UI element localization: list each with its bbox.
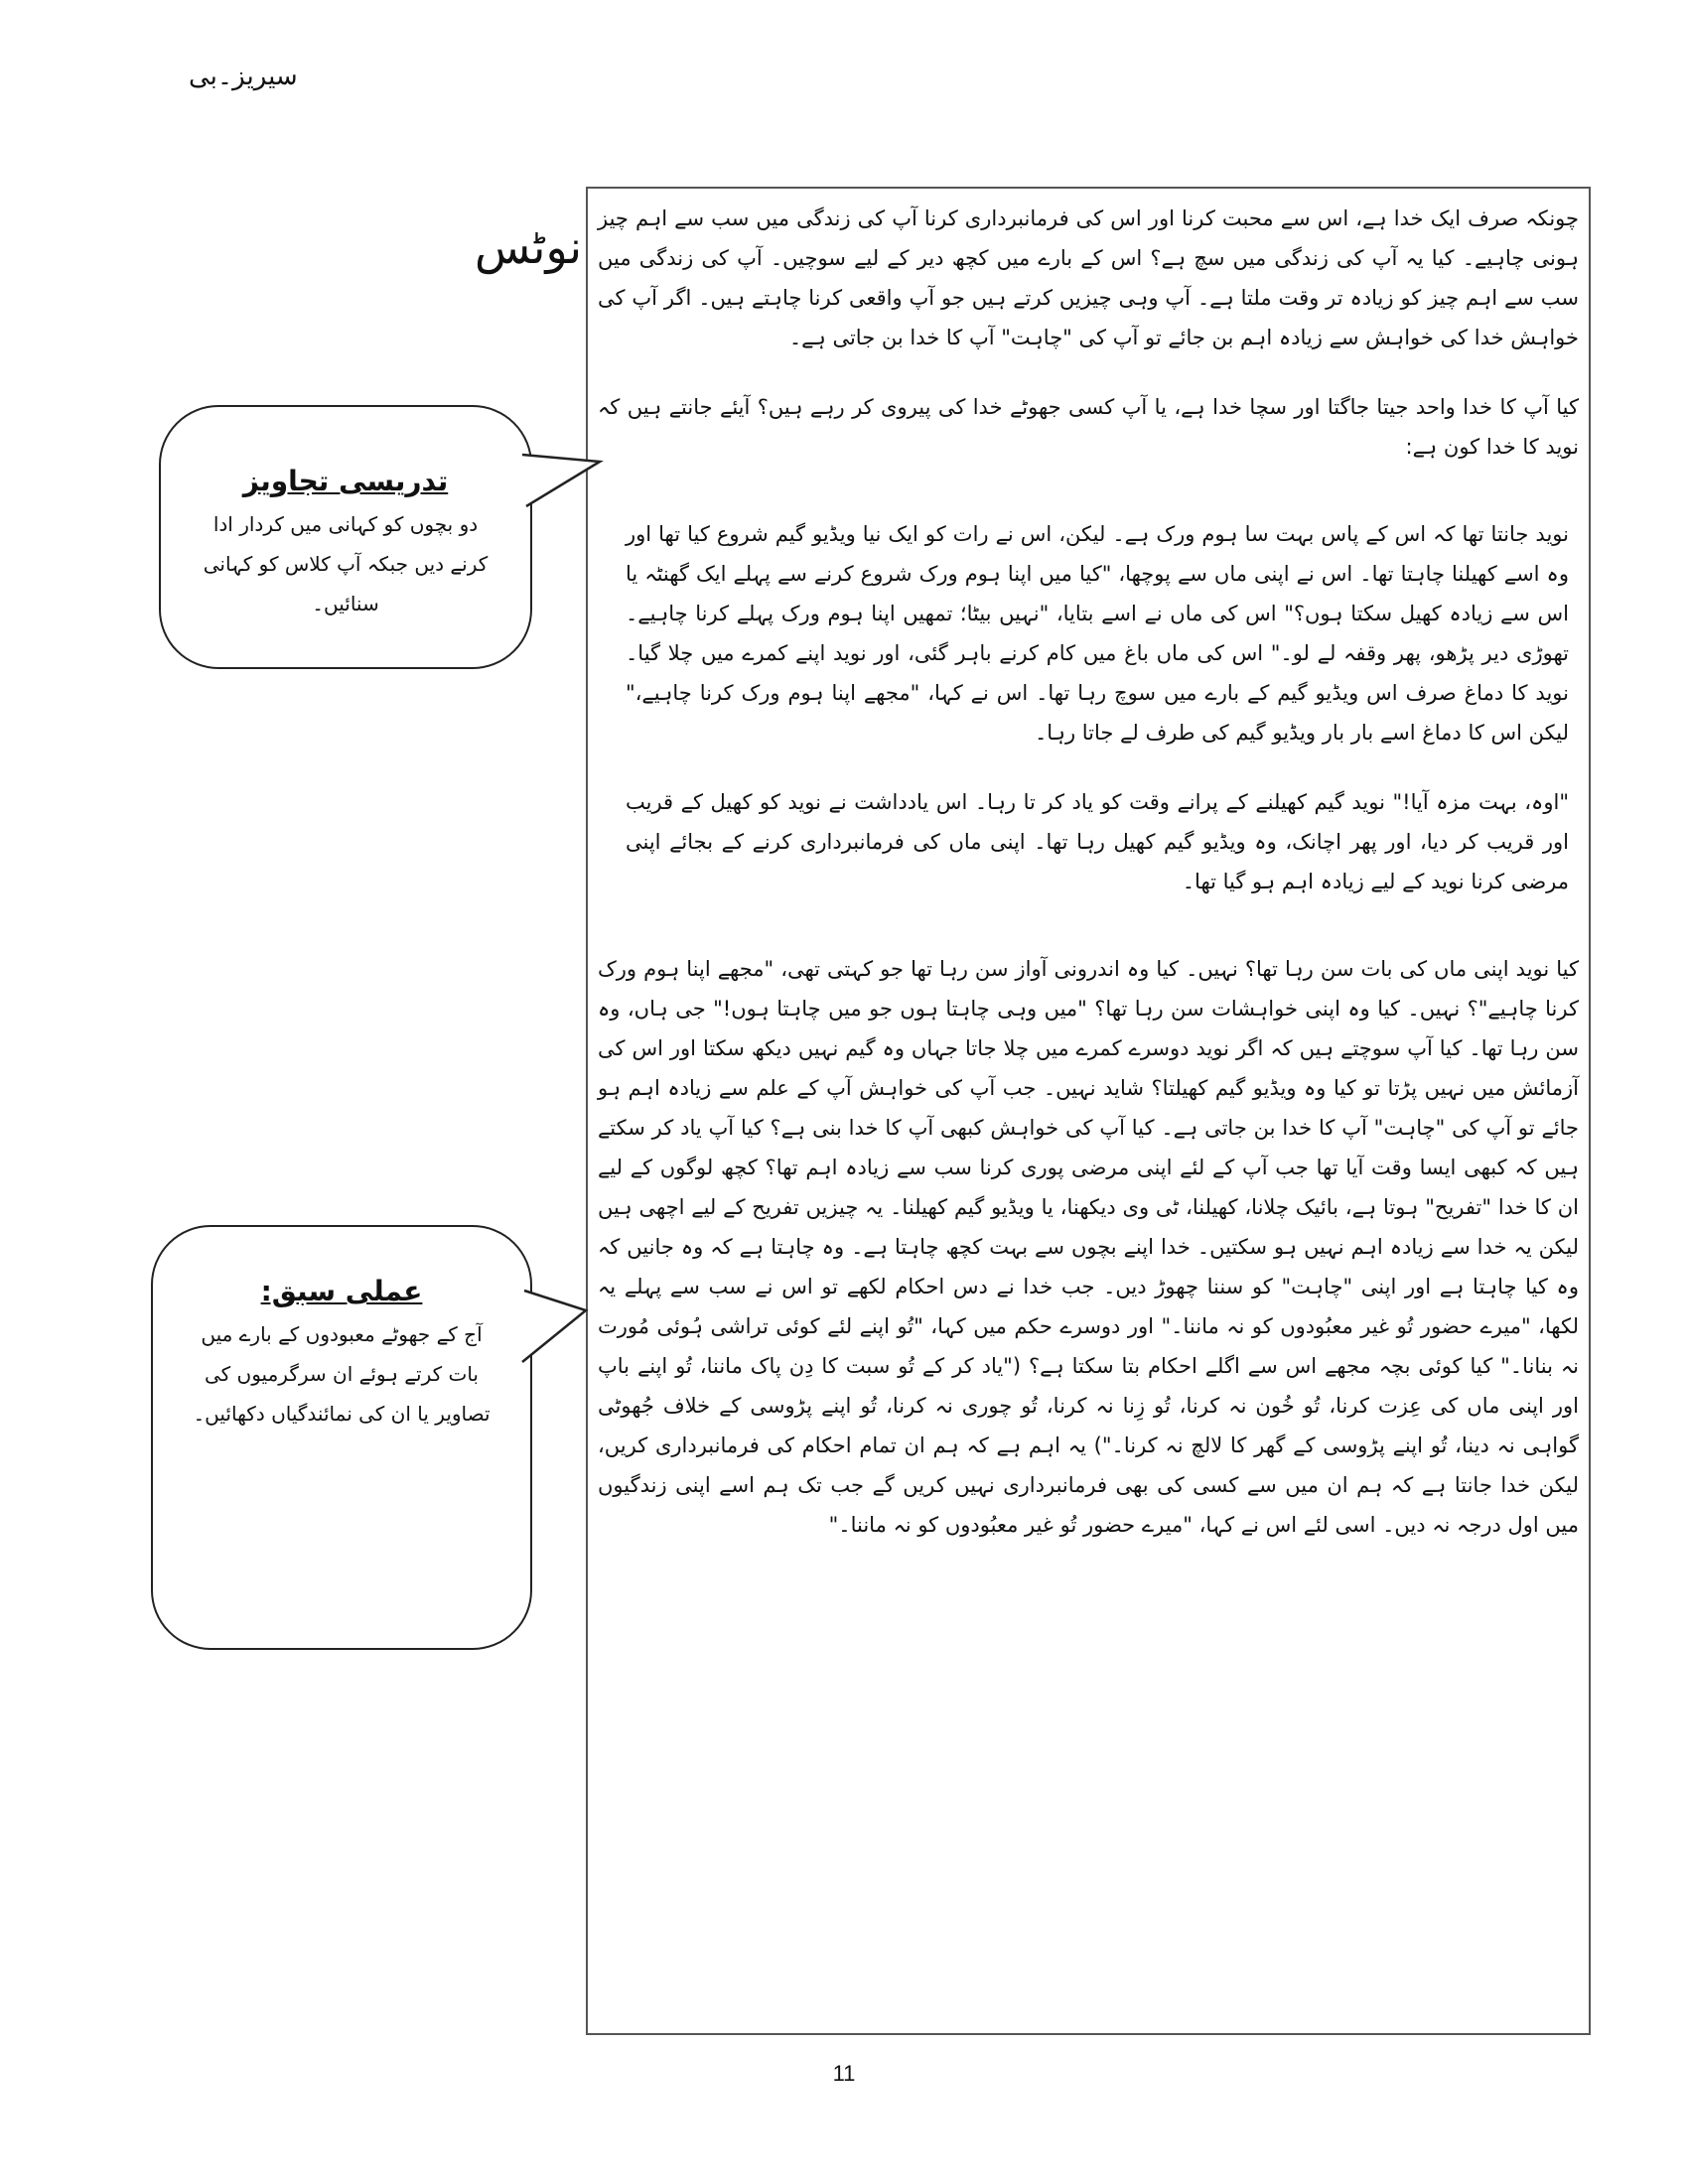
teaching-tip-bubble xyxy=(159,405,532,669)
practical-lesson-bubble xyxy=(151,1225,532,1650)
intro-paragraph: چونکہ صرف ایک خدا ہے، اس سے محبت کرنا اور اس کی فرمانبرداری کرنا آپ کی زندگی میں سب سے اہم چیز ہونی چاہیے۔ کیا یہ آپ کی زندگی میں سچ ہے؟ اس کے بارے میں کچھ دیر کے لیے سوچیں۔ آپ کی زندگی میں سب سے اہم چیز کو زیادہ تر وقت ملتا ہے۔ آپ وہی چیزیں کرتے ہیں جو آپ واقعی کرنا چاہتے ہیں۔ اگر آپ کی خواہش خدا کی خواہش سے زیادہ اہم بن جائے تو آپ کی "چاہت" آپ کا خدا بن جاتی ہے۔ xyxy=(598,206,1579,349)
discussion-paragraph: کیا نوید اپنی ماں کی بات سن رہا تھا؟ نہیں۔ کیا وہ اندرونی آواز سن رہا تھا جو کہتی تھی، "مجھے اپنا ہوم ورک کرنا چاہیے"؟ نہیں۔ کیا وہ اپنی خواہشات سن رہا تھا؟ "میں وہی چاہتا ہوں جو میں چاہتا ہوں!" جی ہاں، وہ سن رہا تھا۔ کیا آپ سوچتے ہیں کہ اگر نوید دوسرے کمرے میں چلا جاتا جہاں وہ گیم نہیں دیکھ سکتا اور اس کی آزمائش میں نہیں پڑتا تو کیا وہ ویڈیو گیم کھیلتا؟ شاید نہیں۔ جب آپ کی خواہش آپ کے علم سے زیادہ اہم ہو جائے تو آپ کی "چاہت" آپ کا خدا بن جاتی ہے۔ کیا آپ کی خواہش کبھی آپ کا خدا بنی ہے؟ کیا آپ یاد کر سکتے ہیں کہ کبھی ایسا وقت آیا تھا جب آپ کے لئے اپنی مرضی پوری کرنا سب سے زیادہ اہم تھا؟ کچھ لوگوں کے لیے ان کا خدا "تفریح" ہوتا ہے، بائیک چلانا، کھیلنا، ٹی وی دیکھنا، یا ویڈیو گیم کھیلنا۔ یہ چیزیں تفریح کے لیے اچھی ہیں لیکن یہ خدا سے زیادہ اہم نہیں ہو سکتیں۔ خدا اپنے بچوں سے بہت کچھ چاہتا ہے۔ وہ چاہتا ہے کہ وہ جانیں کہ وہ کیا چاہتا ہے اور اپنی "چاہت" کو سننا چھوڑ دیں۔ جب خدا نے دس احکام لکھے تو اس نے سب سے پہلے یہ لکھا، "میرے حضور تُو غیر معبُودوں کو نہ ماننا۔" اور دوسرے حکم میں کہا، "تُو اپنے لئے کوئی تراشی ہُوئی مُورت نہ بنانا۔" کیا کوئی بچہ مجھے اس سے اگلے احکام بتا سکتا ہے؟ ("یاد کر کے تُو سبت کا دِن پاک ماننا، تُو اپنے باپ اور اپنی ماں کی عِزت کرنا، تُو خُون نہ کرنا، تُو زِنا نہ کرنا، تُو چوری نہ کرنا، تُو اپنے پڑوسی کے خلاف جُھوٹی گواہی نہ دینا، تُو اپنے پڑوسی کے گھر کا لالچ نہ کرنا۔") یہ اہم ہے کہ ہم ان تمام احکام کی فرمانبرداری کریں، لیکن خدا جانتا ہے کہ ہم ان میں سے کسی کی بھی فرمانبرداری نہیں کریں گے جب تک ہم اسے اپنی زندگیوں میں اول درجہ نہ دیں۔ اسی لئے اس نے کہا، "میرے حضور تُو غیر معبُودوں کو نہ ماننا۔" xyxy=(598,957,1579,1537)
page-number: 11 xyxy=(832,2061,856,2086)
teaching-tip-title: تدریسی تجاویز xyxy=(242,465,449,497)
series-label: سیریز۔بی xyxy=(189,62,298,91)
story-paragraph-2: "اوہ، بہت مزہ آیا!" نوید گیم کھیلنے کے پرانے وقت کو یاد کر تا رہا۔ اس یادداشت نے نوید کو کھیل کے قریب اور قریب کر دیا، اور پھر اچانک، وہ ویڈیو گیم کھیل رہا تھا۔ اپنی ماں کی فرمانبرداری کرنے کے بجائے اپنی مرضی کرنا نوید کے لیے زیادہ اہم ہو گیا تھا۔ xyxy=(626,790,1569,893)
practical-lesson-title: عملی سبق: xyxy=(260,1275,423,1307)
question-paragraph: کیا آپ کا خدا واحد جیتا جاگتا اور سچا خدا ہے، یا آپ کسی جھوٹے خدا کی پیروی کر رہے ہیں؟ آیئے جانتے ہیں کہ نوید کا خدا کون ہے: xyxy=(598,395,1579,459)
lesson-content xyxy=(598,199,1579,1592)
story-paragraph: نوید جانتا تھا کہ اس کے پاس بہت سا ہوم ورک ہے۔ لیکن، اس نے رات کو ایک نیا ویڈیو گیم شروع کیا تھا اور وہ اسے کھیلنا چاہتا تھا۔ اس نے اپنی ماں سے پوچھا، "کیا میں اپنا ہوم ورک شروع کرنے سے پہلے ایک گھنٹہ یا اس سے زیادہ کھیل سکتا ہوں؟" اس کی ماں نے اسے بتایا، "نہیں بیٹا؛ تمھیں اپنا ہوم ورک پہلے کرنا چاہیے۔ تھوڑی دیر پڑھو، پھر وقفہ لے لو۔" اس کی ماں باغ میں کام کرنے باہر گئی، اور نوید اپنے کمرے میں چلا گیا۔ نوید کا دماغ صرف اس ویڈیو گیم کے بارے میں سوچ رہا تھا۔ اس نے کہا، "مجھے اپنا ہوم ورک کرنا چاہیے،" لیکن اس کا دماغ اسے بار بار ویڈیو گیم کی طرف لے جاتا رہا۔ xyxy=(626,522,1569,745)
teaching-tip-text: دو بچوں کو کہانی میں کردار ادا کرنے دیں جبکہ آپ کلاس کو کہانی سنائیں۔ xyxy=(203,512,489,615)
practical-lesson-text: آج کے جھوٹے معبودوں کے بارے میں بات کرتے ہوئے ان سرگرمیوں کی تصاویر یا ان کی نمائندگیاں دکھائیں۔ xyxy=(193,1322,491,1426)
notes-heading: نوٹس xyxy=(475,220,583,274)
